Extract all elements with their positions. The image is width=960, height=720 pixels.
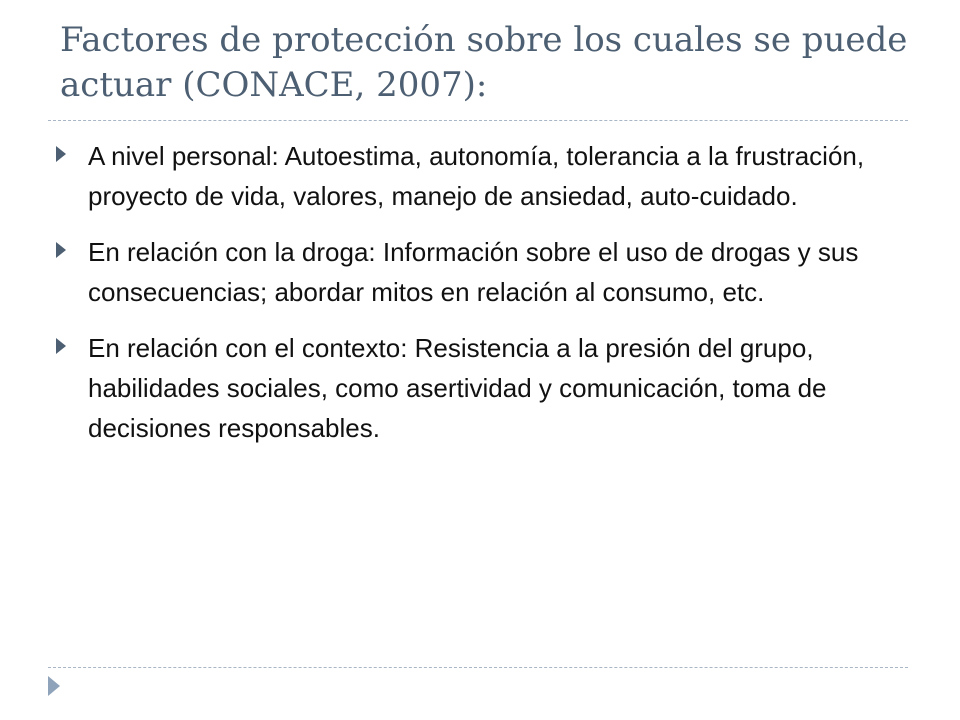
triangle-right-icon xyxy=(56,338,66,354)
bullet-item-personal xyxy=(56,136,916,216)
bullet-text: A nivel personal: Autoestima, autonomía, tolerancia a la frustración, proyecto de vida, valores, manejo de ansiedad, auto-cuidado. xyxy=(88,141,865,211)
triangle-right-icon xyxy=(48,676,60,696)
triangle-right-icon xyxy=(56,146,66,162)
triangle-right-icon xyxy=(56,242,66,258)
title-divider xyxy=(48,120,908,121)
bullet-list xyxy=(56,136,916,464)
bullet-text: En relación con el contexto: Resistencia a la presión del grupo, habilidades sociales, como asertividad y comunicación, toma de decisiones responsables. xyxy=(88,333,827,443)
footer-divider xyxy=(48,667,908,668)
slide-title: Factores de protección sobre los cuales se puede actuar (CONACE, 2007): xyxy=(60,20,908,105)
bullet-item-droga xyxy=(56,232,916,312)
bullet-item-contexto xyxy=(56,328,916,448)
bullet-text: En relación con la droga: Información sobre el uso de drogas y sus consecuencias; abordar mitos en relación al consumo, etc. xyxy=(88,237,859,307)
